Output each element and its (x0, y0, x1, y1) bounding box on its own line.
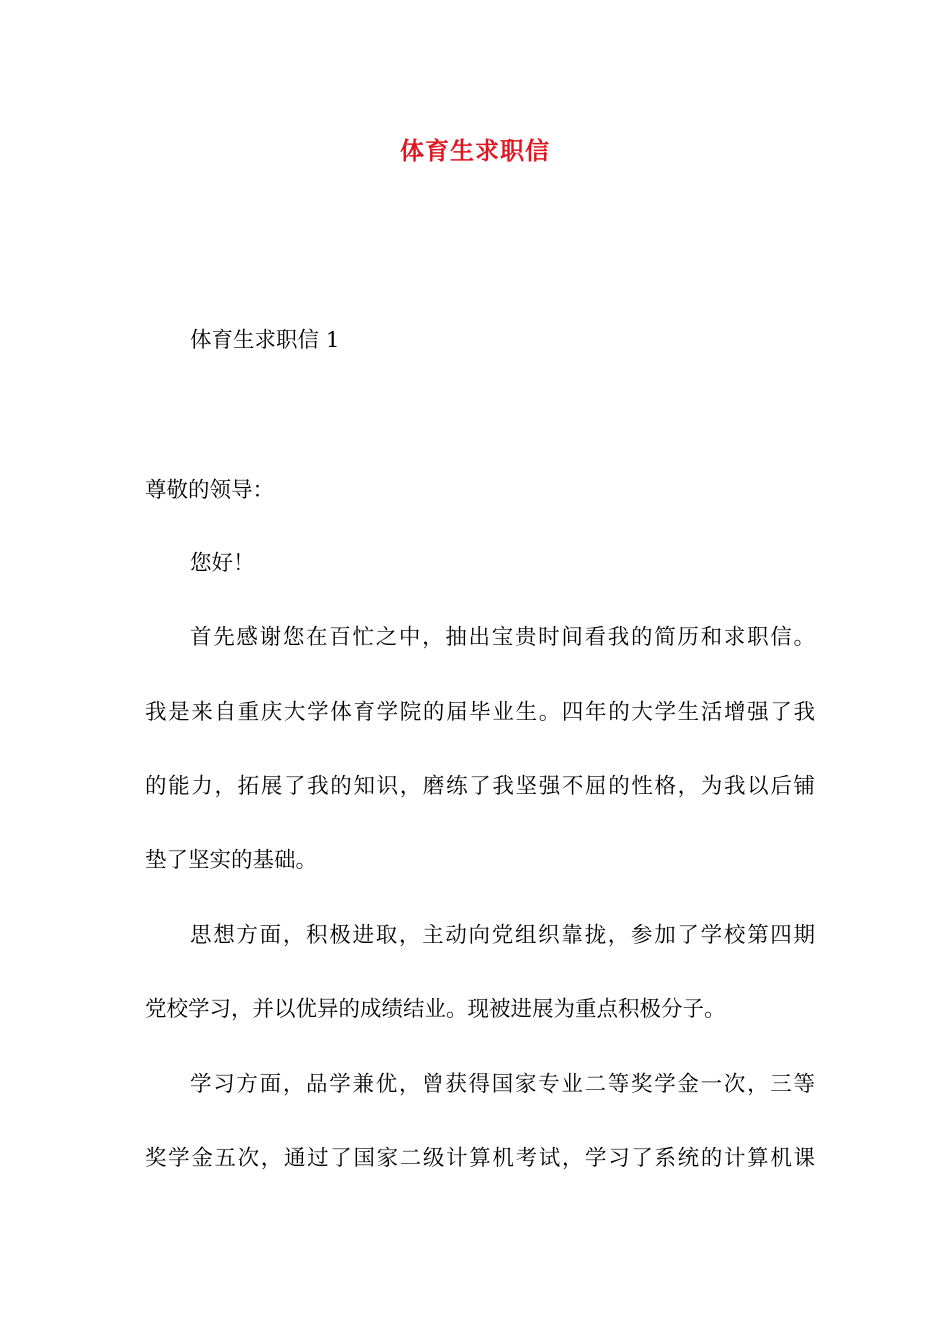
body-line-1: 首先感谢您在百忙之中，抽出宝贵时间看我的简历和求职信。 (190, 625, 815, 650)
body-line-3: 的能力，拓展了我的知识，磨练了我坚强不屈的性格，为我以后铺 (145, 774, 815, 799)
letter-subtitle: 体育生求职信 1 (190, 328, 340, 353)
body-line-4: 垫了坚实的基础。 (145, 848, 318, 873)
body-line-2: 我是来自重庆大学体育学院的届毕业生。四年的大学生活增强了我 (145, 700, 815, 725)
body-line-6: 党校学习，并以优异的成绩结业。现被进展为重点积极分子。 (145, 997, 726, 1022)
body-line-8: 奖学金五次，通过了国家二级计算机考试，学习了系统的计算机课 (145, 1146, 815, 1171)
body-line-7: 学习方面，品学兼优，曾获得国家专业二等奖学金一次，三等 (190, 1072, 815, 1097)
greeting: 您好！ (190, 551, 255, 576)
body-line-5: 思想方面，积极进取，主动向党组织靠拢，参加了学校第四期 (190, 923, 815, 948)
salutation: 尊敬的领导： (145, 478, 275, 503)
document-title: 体育生求职信 (400, 136, 550, 165)
